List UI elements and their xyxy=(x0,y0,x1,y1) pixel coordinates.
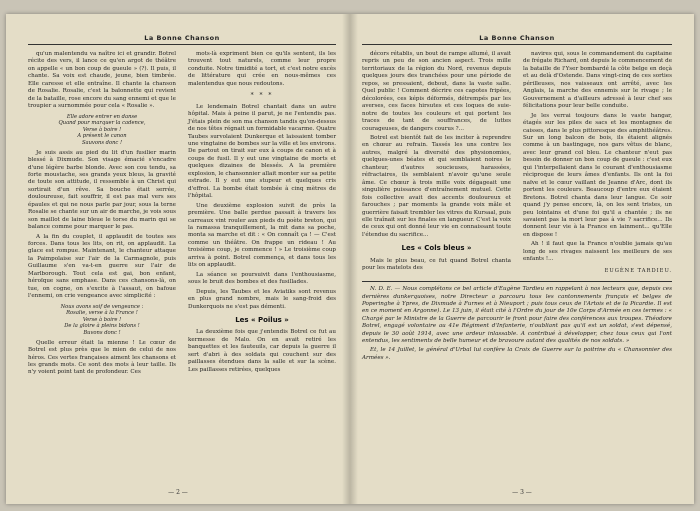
paragraph: Quelle erreur était la mienne ! Le cœur de Botrel est plus près que le mien de celui de nos héros. Ces vertes françaises aiment les chansons et les grands mots. Ce sont des mots à leur taille. Ils n'y voient point tant de profondeur. Ces xyxy=(28,339,176,376)
verse-line: Elle adore entrer en danse xyxy=(66,113,138,120)
verse-stanza xyxy=(28,114,176,147)
running-head: La Bonne Chanson xyxy=(28,34,336,45)
right-column-2 xyxy=(523,51,672,275)
paragraph: qu'un malentendu va naître ici et grandir. Botrel récite des vers, il lance ce qu'en argot de théâtre on appelle « un bon coup de gueule » (?). Il puis, il chante. Sa voix est chaude, jeune, bien timbrée. Elle caresse et elle entraîne. Il chante la chanson de Rosalie. Rosalie, c'est la baïonnette qui revient de la bataille, rose encore du sang ennemi et que le troupier a surnommée pour cela « Rosalie ». xyxy=(28,51,176,110)
divider xyxy=(362,281,672,282)
paragraph: La séance se poursuivit dans l'enthousiasme, sous le bruit des bombes et des fusillades. xyxy=(188,271,336,286)
gutter-shadow xyxy=(342,14,358,504)
right-page xyxy=(350,14,694,504)
note-paragraph: Et, le 14 Juillet, le général d'Urbal lui confère la Croix de Guerre sur la poitrine du « Chansonnier des Armées ». xyxy=(362,347,672,361)
verse-line: De la gloire à pleins bidons ! xyxy=(64,323,140,330)
verse-line: Nous avons soif de vengeance : xyxy=(60,303,144,310)
paragraph: A la fin du couplet, il applaudit de toutes ses forces. Dans tous les lits, on rit, on applaudit. La glace est rompue. Maintenant, le chanteur attaque la Paimpolaise sur l'air de la Carmagnole, puis Guillaume s'en va-t-en guerre sur l'air de Marlborough. Tout cela est gai, bon enfant, héroïque sans emphase. Dans ces chansons-là, on tue, on cogne, on s'excite à l'assaut, on bafoue l'ennemi, on crie vengeance avec simplicité : xyxy=(28,233,176,300)
verse-line: Rosalie, verse à la France ! xyxy=(66,310,138,317)
paragraph: Une deuxième explosion suivit de près la première. Une balle perdue passait à travers les carreaux vint rouler aux pieds du poète breton, qui la ramassa tranquillement, la mit dans sa poche, monta sa marche et dit : « On connaît ça ! — C'est comme un théâtre. On frappe un rideau ! Au troisième coup, je commence ! » Le troisième coup arriva à point. Botrel commença, et dans tous les lits on applaudit. xyxy=(188,202,336,269)
verse-line: Quand pour marquer la cadence, xyxy=(58,120,146,127)
section-title-cols-bleus: Les « Cols bleus » xyxy=(401,244,472,253)
paragraph: mots-là expriment bien ce qu'ils sentent, ils les trouvent tout naturels, comme leur propre conduite. Notre timidité a tort, et c'est notre excès de littérature qui crée en nous-mêmes ces malentendus que nous redoutons. xyxy=(188,51,336,87)
asterism-separator: * * * xyxy=(250,92,274,100)
verse-line: A présent le canon xyxy=(77,133,127,140)
paragraph: Je les verrai toujours dans le vaste hangar, étagés sur les piles de sacs et les montagnes de caisses, dans le plus pittoresque des amphithéâtres. Sur un long balcon de bois, ils étaient alignés comme à un bastingage, nos gars vêtus de blanc, avec leur grand col bleu. Le chanteur n'eut pas besoin de donner un bon coup de gueule : c'est eux qui l'interpellaient dans le courant d'enthousiasme réciproque de leurs âmes d'enfants. Ils ont la foi naïve et le cœur vaillant de Jeanne d'Arc, dont ils portent les couleurs. Beaucoup d'entre eux étaient Bretons. Botrel chanta dans leur langue. Ce soir quand j'y pense encore, là, on les sent tristes, un peu lointains et d'une foi qu'il a chantée ; ils ne savaient pas la mort leur pas à vie ? sacrifice... Ils donnent leur vie à la France en lainment... qu'Elle en dispose ! xyxy=(523,112,672,238)
note-paragraph: N. D. E. — Nous complétons ce bel article d'Eugène Tardieu en rappelant à nos lecteurs que, depuis ces dernières dunkerquoises, notre Directeur a parcouru tous les cantonnements français et belges de Poperinghe à Ypres, de Dixmude à Furnes et à Nieuport ; puis tous ceux de l'Artois et de la Picardie. Il est en ce moment en Argonne). Le 13 juin, il était cité à l'Ordre du jour de 10e Corps d'Armée en ces termes : « Chargé par le Ministre de la Guerre de parcourir le front pour faire des conférences aux troupes. Théodore Botrel, engagé volontaire au 41e Régiment d'Infanterie, n'oubliant pas qu'il est un soldat, s'est dépensé, depuis le 30 août 1914, avec une ardeur inlassable. A contribué à développer, chez tous ceux qui l'ont entendus, les sentiments de belle humeur et de bravoure autant des qualités de nos soldats. » xyxy=(362,286,672,344)
verse-line: Verse à boire ! xyxy=(82,316,122,323)
verse-line: Verse à boire ! xyxy=(82,126,122,133)
left-page xyxy=(6,14,350,504)
paragraph: Je suis assis au pied du lit d'un fusilier marin blessé à Dixmude. Son visage émacié s'encadre d'une légère barbe blonde. Avec son cou tendu, sa forte moustache, ses grands yeux bleus, la gravité de toute son attitude, il ressemble à un Christ qui sortirait d'un rêve. Sa bouche était serrée, douloureuse, fait souffrir, il est pas mal vers ses épaules et qui ne nous parle par jour, sous la terne Rosalie se chante sur un air de marche, je vois sous son maillot de laine bleue le torse du marin qui se balance comme pour marquer le pas. xyxy=(28,149,176,231)
left-column-2 xyxy=(188,51,336,379)
editor-note xyxy=(362,286,672,362)
running-head: La Bonne Chanson xyxy=(362,34,672,45)
magazine-spread xyxy=(6,14,694,504)
page-number: — 2 — xyxy=(168,489,188,496)
verse-line: Buvons donc ! xyxy=(83,330,121,337)
left-columns xyxy=(28,51,336,379)
section-title-poilus: Les « Poilus » xyxy=(235,315,289,324)
page-number: — 3 — xyxy=(512,489,532,496)
right-columns xyxy=(362,51,672,275)
author-signature: EUGÈNE TARDIEU. xyxy=(604,267,672,274)
paragraph: navires qui, sous le commandement du capitaine de frégate Richard, ont depuis le commencement de la bataille de l'Yser bombardé la côte belge en deçà et au delà d'Ostende. Dans vingt-cinq de ces sorties périlleuses, nos vaisseaux ont arrêté, avec les Anglais, la marche des ennemis sur le rivage ; le Gouvernement a d'ailleurs adressé à leur chef ses félicitations pour leur belle conduite. xyxy=(523,51,672,110)
paragraph: Mais le plus beau, ce fut quand Botrel chanta pour les matelots des xyxy=(362,257,511,272)
verse-line: Sauvons donc ! xyxy=(81,140,123,146)
paragraph: Depuis, les Taubes et les Aviatiks sont revenus en plus grand nombre, mais le sang-froid des Dunkerquois ne s'est pas démenti. xyxy=(188,288,336,310)
paragraph: Le lendemain Botrel chantait dans un autre hôpital. Mais à peine il parut, je ne l'entendis pas. J'étais plein de son ma chanson tandis qu'on-dessus de nos têtes régnait un formidable vacarme. Quatre Taubes survolaient Dunkerque et laissaient tomber une vingtaine de bombes sur la ville et les environs. De partout on tirait sur eux à coups de canon et à coups de fusil. Il y eut une vingtaine de morts et quelques dizaines de blessés. A la première explosion, le chansonnier allait monter sur sa petite estrade. Il y eut une stupeur et quelques cris d'effroi. La bombe était tombée à cinq mètres de l'hôpital. xyxy=(188,103,336,200)
paragraph: La deuxième fois que j'entendis Botrel ce fut au kermesse de Malo. On en avait retiré les banquettes et les fauteuils, car depuis la guerre il sert d'abri à des soldats qui couchent sur des paillasses étendues dans la salle et sur la scène. Les paillasses retirées, quelques xyxy=(188,329,336,373)
verse-stanza xyxy=(28,304,176,337)
right-column-1 xyxy=(362,51,511,275)
paragraph: décors rétablis, un bout de rampe allumé, il avait repris un peu de son ancien aspect. Trois mille territoriaux de la région du Nord, revenus depuis quelques jours des tranchées pour une période de repos, se pressaient, debout, dans la vaste salle. Quel public ! Comment décrire ces capotes fripées, décolorées, ces képis déformés, détrempés par les averses, ces faces hirsutes et ces loques de suie-notre de toutes les couleurs et qui portent les traces de tant de souffrances, de luttes courageuses, de dangers courus ?... xyxy=(362,51,511,132)
paragraph: Botrel est bientôt fait de les inciter à reprendre en chœur au refrain. Tassés les uns contre les autres, malgré la diversité des physionomies, quelques-unes béates et qui semblaient noires le chanteur, d'autres soucieuses, harassées, réfractaires, ils semblaient n'avoir qu'une seule âme. Ce chœur à trois mille voix dégageait une singulière puissance d'entraînement mutuel. Cette fois collective avait des accents douloureux et farouches ; par moments la grande voix mâle et guerrière faisait trembler les vitres du Kursaal, puis elle traînait sur les finales en langueur. C'est la voix de ceux qui ont donné leur vie en connaissant toute l'étendue du sacrifice... xyxy=(362,134,511,238)
left-column-1 xyxy=(28,51,176,379)
paragraph: Ah ! il faut que la France n'oublie jamais qu'au long de ses rivages naissent les meilleurs de ses enfants !... xyxy=(523,241,672,263)
